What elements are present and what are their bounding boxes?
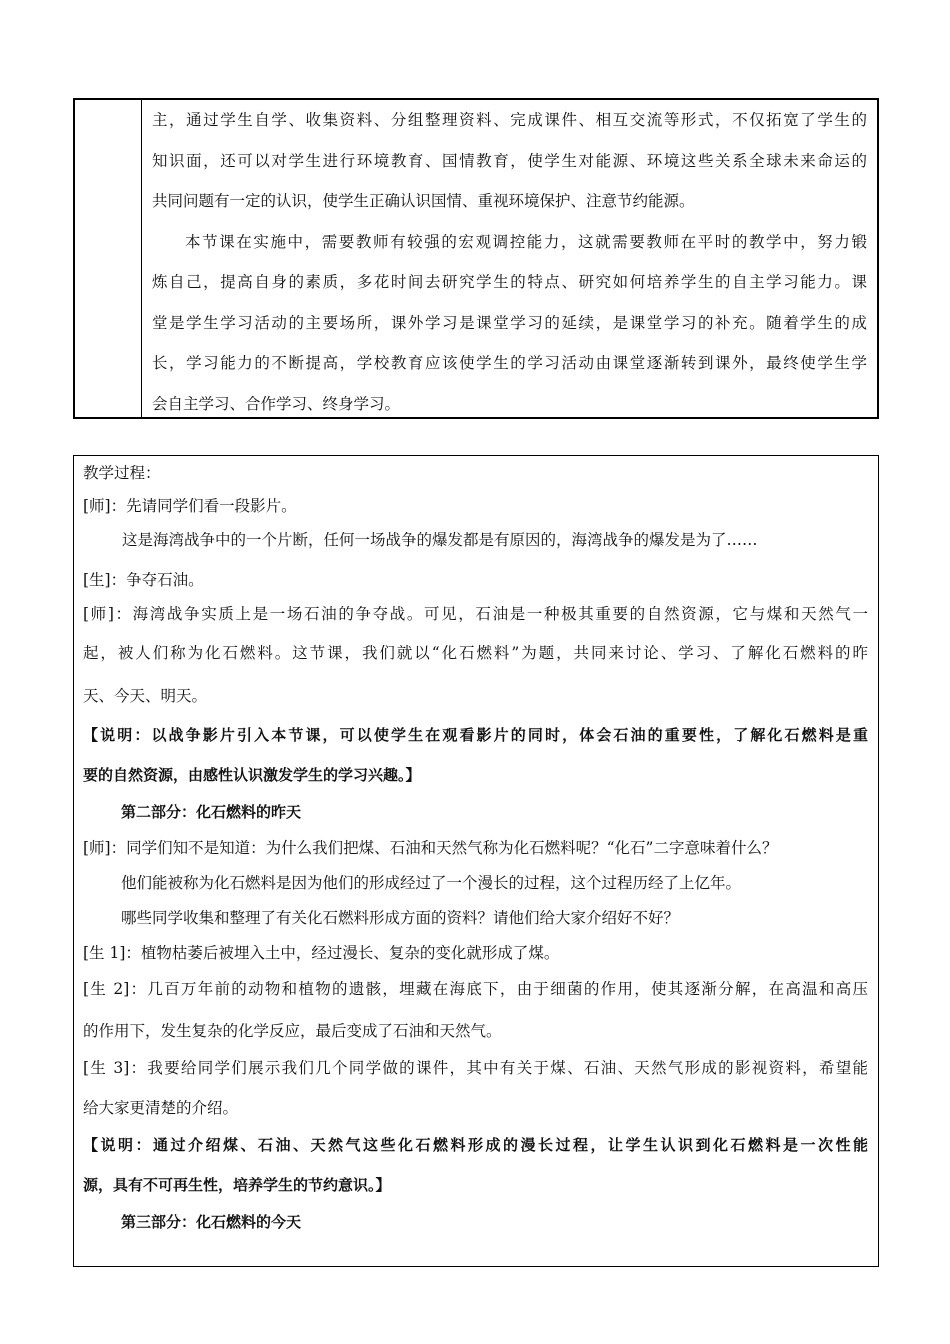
text-line: 起，被人们称为化石燃料。这节课，我们就以“化石燃料”为题，共同来讨论、学习、了解化石燃料的昨 (83, 644, 868, 662)
note-1-cont: 要的自然资源，由感性认识激发学生的学习兴趣。】 (83, 766, 421, 784)
reflection-paragraph-1 (152, 100, 867, 222)
text-line: 哪些同学收集和整理了有关化石燃料形成方面的资料？请他们给大家介绍好不好？ (121, 909, 680, 927)
reflection-paragraph-2 (152, 222, 867, 425)
text-line: [生]：争夺石油。 (83, 571, 204, 589)
text-line: 天、今天、明天。 (83, 687, 208, 705)
text-line: [师]：先请同学们看一段影片。 (83, 497, 297, 515)
text-line: 的作用下，发生复杂的化学反应，最后变成了石油和天然气。 (83, 1022, 502, 1040)
text-line: 主，通过学生自学、收集资料、分组整理资料、完成课件、相互交流等形式，不仅拓宽了学生的 (152, 111, 867, 129)
teaching-process-box (73, 455, 879, 1267)
text-line: 炼自己，提高自身的素质，多花时间去研究学生的特点、研究如何培养学生的自主学习能力。课 (152, 273, 867, 291)
reflection-table (73, 98, 879, 419)
text-line: 给大家更清楚的介绍。 (83, 1099, 239, 1117)
text-line: 堂是学生学习活动的主要场所，课外学习是课堂学习的延续，是课堂学习的补充。随着学生的成 (152, 313, 867, 332)
text-line: 共同问题有一定的认识，使学生正确认识国情、重视环境保护、注意节约能源。 (152, 192, 695, 210)
text-line: 本节课在实施中，需要教师有较强的宏观调控能力，这就需要教师在平时的教学中，努力锻 (185, 232, 867, 251)
text-line: 知识面，还可以对学生进行环境教育、国情教育，使学生对能源、环境这些关系全球未来命运的 (152, 151, 867, 170)
process-heading: 教学过程： (83, 464, 161, 482)
note-1: 【说明：以战争影片引入本节课，可以使学生在观看影片的同时，体会石油的重要性，了解化石燃料是重 (83, 726, 868, 744)
text-line: 这是海湾战争中的一个片断，任何一场战争的爆发都是有原因的，海湾战争的爆发是为了…… (122, 531, 758, 549)
text-line: 长，学习能力的不断提高，学校教育应该使学生的学习活动由课堂逐渐转到课外，最终使学生学 (152, 354, 867, 372)
text-line: 会自主学习、合作学习、终身学习。 (152, 394, 401, 413)
text-line: [生 3]：我要给同学们展示我们几个同学做的课件，其中有关于煤、石油、天然气形成的影视资料，希望能 (83, 1059, 868, 1077)
table-left-cell (75, 100, 142, 417)
section-heading-part3: 第三部分：化石燃料的今天 (121, 1213, 302, 1231)
text-line: [师]：海湾战争实质上是一场石油的争夺战。可见，石油是一种极其重要的自然资源，它与煤和天然气一 (83, 605, 868, 623)
text-line: [师]：同学们知不是知道：为什么我们把煤、石油和天然气称为化石燃料呢？“化石”二字意味着什么？ (83, 839, 778, 857)
note-2: 【说明：通过介绍煤、石油、天然气这些化石燃料形成的漫长过程，让学生认识到化石燃料是一次性能 (83, 1136, 868, 1154)
table-right-cell (142, 100, 877, 417)
text-line: [生 2]：几百万年前的动物和植物的遗骸，埋藏在海底下，由于细菌的作用，使其逐渐分解，在高温和高压 (83, 980, 868, 998)
text-line: [生 1]：植物枯萎后被埋入土中，经过漫长、复杂的变化就形成了煤。 (83, 944, 560, 962)
section-heading-part2: 第二部分：化石燃料的昨天 (121, 803, 302, 821)
note-2-cont: 源，具有不可再生性，培养学生的节约意识。】 (83, 1176, 391, 1194)
text-line: 他们能被称为化石燃料是因为他们的形成经过了一个漫长的过程，这个过程历经了上亿年。 (121, 874, 742, 892)
